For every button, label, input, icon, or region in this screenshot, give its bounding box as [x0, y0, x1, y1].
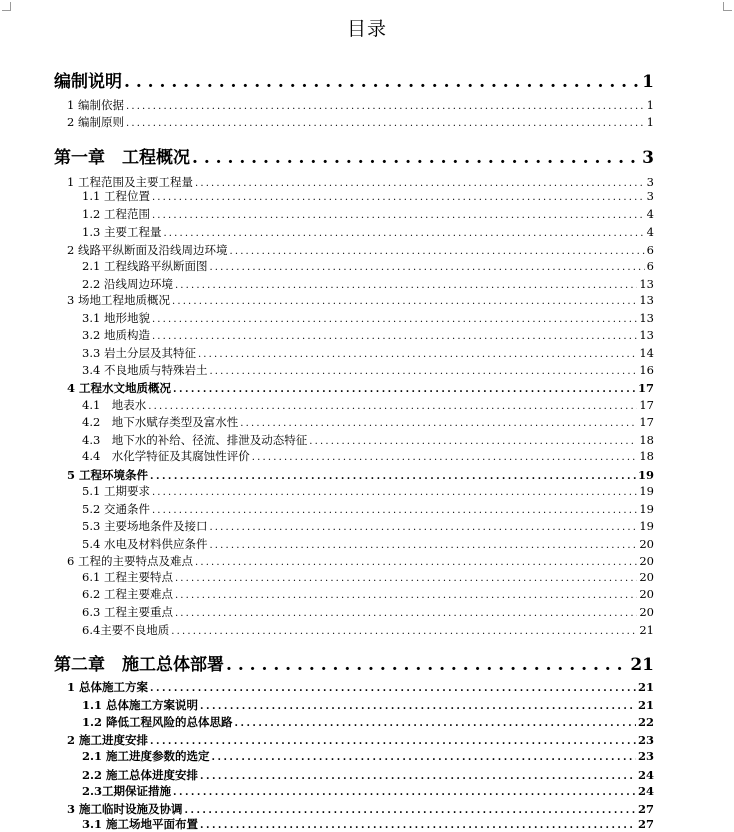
toc-page-number: 3	[646, 189, 654, 203]
toc-leader-dots	[229, 246, 644, 257]
toc-subsection[interactable]	[82, 586, 654, 601]
toc-page-number: 19	[639, 502, 654, 516]
toc-label: 编制说明	[54, 72, 122, 92]
toc-subsection[interactable]	[82, 206, 654, 221]
toc-chapter[interactable]	[54, 67, 654, 92]
toc-page-number: 20	[639, 587, 654, 601]
toc-leader-dots	[172, 296, 637, 307]
toc-subsection[interactable]	[82, 276, 654, 291]
toc-subsection[interactable]	[82, 414, 654, 429]
toc-page-number: 19	[639, 519, 654, 533]
toc-label: 3.3 岩土分层及其特征	[82, 346, 196, 360]
toc-label: 6 工程的主要特点及难点	[67, 554, 193, 568]
toc-subsection[interactable]	[82, 748, 654, 763]
toc-label: 4.2 地下水赋存类型及富水性	[82, 415, 239, 429]
toc-page-number: 27	[637, 802, 654, 816]
toc-subsection[interactable]	[82, 432, 654, 447]
toc-label: 2.1 工程线路平纵断面图	[82, 259, 208, 273]
toc-page-number: 18	[639, 433, 654, 447]
toc-label: 5 工程环境条件	[67, 468, 149, 482]
toc-leader-dots	[152, 314, 637, 325]
toc-page-number: 13	[639, 311, 654, 325]
toc-leader-dots	[209, 522, 637, 533]
toc-page-number: 24	[637, 768, 654, 782]
toc-label: 1.3 主要工程量	[82, 225, 162, 239]
toc-page-number: 17	[639, 398, 654, 412]
toc-chapter[interactable]	[54, 143, 654, 168]
toc-page-number: 17	[637, 381, 654, 395]
toc-page-number: 19	[637, 468, 654, 482]
toc-label: 2 施工进度安排	[67, 733, 149, 747]
toc-label: 4.3 地下水的补给、径流、排泄及动态特征	[82, 433, 308, 447]
toc-section[interactable]	[67, 97, 654, 112]
toc-page-number: 20	[639, 537, 654, 551]
toc-page-number: 18	[639, 449, 654, 463]
toc-page-number: 13	[639, 328, 654, 342]
toc-subsection[interactable]	[82, 518, 654, 533]
toc-page-number: 17	[639, 415, 654, 429]
toc-leader-dots	[173, 787, 636, 798]
toc-leader-dots	[200, 701, 636, 712]
toc-page-number: 22	[637, 715, 654, 729]
toc-leader-dots	[148, 401, 637, 412]
toc-subsection[interactable]	[82, 362, 654, 377]
toc-label: 1 编制依据	[67, 98, 124, 112]
toc-subsection[interactable]	[82, 536, 654, 551]
toc-leader-dots	[124, 72, 640, 92]
toc-label: 1 工程范围及主要工程量	[67, 175, 193, 189]
toc-page-number: 20	[639, 554, 654, 568]
toc-label: 4.1 地表水	[82, 398, 147, 412]
toc-page-number: 20	[639, 605, 654, 619]
toc-page-number: 19	[639, 484, 654, 498]
toc-label: 5.1 工期要求	[82, 484, 150, 498]
toc-leader-dots	[192, 148, 640, 168]
toc-page-number: 27	[637, 817, 654, 831]
toc-label: 第一章 工程概况	[54, 148, 190, 168]
toc-label: 1 总体施工方案	[67, 680, 149, 694]
toc-page-number: 21	[637, 680, 654, 694]
toc-label: 4.4 水化学特征及其腐蚀性评价	[82, 449, 250, 463]
toc-subsection[interactable]	[82, 569, 654, 584]
page-corner-mark-left	[2, 2, 11, 11]
toc-label: 2.3工期保证措施	[82, 784, 172, 798]
toc-leader-dots	[152, 210, 645, 221]
toc-page-number: 1	[646, 115, 654, 129]
toc-label: 6.1 工程主要特点	[82, 570, 173, 584]
toc-page-number: 3	[642, 148, 654, 168]
toc-label: 1.1 总体施工方案说明	[82, 698, 199, 712]
toc-label: 5.2 交通条件	[82, 502, 150, 516]
toc-subsection[interactable]	[82, 697, 654, 712]
toc-page-number: 20	[639, 570, 654, 584]
toc-page-number: 13	[639, 293, 654, 307]
toc-page-number: 24	[637, 784, 654, 798]
toc-subsection[interactable]	[82, 483, 654, 498]
toc-label: 3 场地工程地质概况	[67, 293, 170, 307]
toc-label: 5.4 水电及材料供应条件	[82, 537, 208, 551]
toc-page-number: 14	[639, 346, 654, 360]
toc-section[interactable]	[67, 114, 654, 129]
toc-chapter[interactable]	[54, 650, 654, 675]
toc-leader-dots	[150, 471, 636, 482]
toc-section[interactable]	[67, 242, 654, 257]
toc-page-number: 6	[646, 243, 654, 257]
toc-subsection[interactable]	[82, 327, 654, 342]
toc-label: 2 线路平纵断面及沿线周边环境	[67, 243, 228, 257]
toc-leader-dots	[309, 436, 637, 447]
toc-label: 2.2 施工总体进度安排	[82, 768, 199, 782]
toc-page-number: 23	[637, 733, 654, 747]
toc-leader-dots	[209, 540, 637, 551]
toc-label: 3.4 不良地质与特殊岩土	[82, 363, 208, 377]
toc-page-number: 3	[646, 175, 654, 189]
toc-section[interactable]	[67, 553, 654, 568]
toc-leader-dots	[152, 487, 637, 498]
toc-page-number: 13	[639, 277, 654, 291]
toc-label: 2.1 施工进度参数的选定	[82, 749, 210, 763]
toc-leader-dots	[240, 418, 637, 429]
toc-label: 3.1 地形地貌	[82, 311, 150, 325]
toc-label: 6.4主要不良地质	[82, 623, 170, 637]
toc-section[interactable]	[67, 380, 654, 395]
toc-label: 3.1 施工场地平面布置	[82, 817, 199, 831]
toc-leader-dots	[175, 590, 637, 601]
toc-leader-dots	[185, 805, 636, 816]
toc-subsection[interactable]	[82, 258, 654, 273]
toc-leader-dots	[163, 228, 644, 239]
toc-subsection[interactable]	[82, 783, 654, 798]
toc-leader-dots	[198, 349, 637, 360]
toc-leader-dots	[252, 452, 638, 463]
toc-subsection[interactable]	[82, 188, 654, 203]
toc-subsection[interactable]	[82, 448, 654, 463]
toc-page-number: 21	[630, 655, 654, 675]
page-title: 目录	[346, 18, 387, 40]
toc-leader-dots	[175, 573, 637, 584]
toc-page-number: 1	[646, 98, 654, 112]
toc-section[interactable]	[67, 174, 654, 189]
toc-label: 6.3 工程主要重点	[82, 605, 173, 619]
toc-leader-dots	[212, 752, 636, 763]
toc-subsection[interactable]	[82, 816, 654, 831]
toc-subsection[interactable]	[82, 224, 654, 239]
toc-leader-dots	[126, 118, 645, 129]
toc-leader-dots	[175, 608, 637, 619]
toc-label: 1.1 工程位置	[82, 189, 150, 203]
toc-label: 3 施工临时设施及协调	[67, 802, 183, 816]
toc-subsection[interactable]	[82, 714, 654, 729]
toc-section[interactable]	[67, 679, 654, 694]
toc-leader-dots	[173, 384, 636, 395]
toc-label: 2 编制原则	[67, 115, 124, 129]
toc-subsection[interactable]	[82, 604, 654, 619]
toc-page-number: 4	[646, 207, 654, 221]
toc-page-number: 6	[646, 259, 654, 273]
toc-leader-dots	[209, 262, 644, 273]
toc-subsection[interactable]	[82, 767, 654, 782]
toc-label: 1.2 降低工程风险的总体思路	[82, 715, 233, 729]
toc-page-number: 1	[642, 72, 654, 92]
toc-label: 3.2 地质构造	[82, 328, 150, 342]
toc-leader-dots	[235, 718, 636, 729]
toc-label: 5.3 主要场地条件及接口	[82, 519, 208, 533]
toc-page-number: 4	[646, 225, 654, 239]
toc-page-number: 16	[639, 363, 654, 377]
toc-leader-dots	[171, 626, 637, 637]
toc-section[interactable]	[67, 732, 654, 747]
toc-subsection[interactable]	[82, 622, 654, 637]
toc-leader-dots	[152, 331, 637, 342]
toc-leader-dots	[126, 101, 645, 112]
toc-leader-dots	[152, 505, 637, 516]
toc-page-number: 21	[637, 698, 654, 712]
toc-leader-dots	[175, 280, 637, 291]
toc-label: 第二章 施工总体部署	[54, 655, 224, 675]
toc-leader-dots	[150, 683, 636, 694]
toc-subsection[interactable]	[82, 397, 654, 412]
page-corner-mark-right	[723, 2, 732, 11]
toc-subsection[interactable]	[82, 501, 654, 516]
toc-label: 4 工程水文地质概况	[67, 381, 172, 395]
toc-subsection[interactable]	[82, 310, 654, 325]
toc-label: 1.2 工程范围	[82, 207, 150, 221]
toc-section[interactable]	[67, 292, 654, 307]
toc-section[interactable]	[67, 801, 654, 816]
toc-leader-dots	[150, 736, 636, 747]
toc-leader-dots	[152, 192, 645, 203]
toc-subsection[interactable]	[82, 345, 654, 360]
toc-leader-dots	[195, 557, 637, 568]
toc-page-number: 23	[637, 749, 654, 763]
toc-section[interactable]	[67, 467, 654, 482]
toc-leader-dots	[209, 366, 637, 377]
toc-page-number: 21	[639, 623, 654, 637]
toc-leader-dots	[226, 655, 628, 675]
toc-label: 6.2 工程主要难点	[82, 587, 173, 601]
toc-leader-dots	[200, 771, 636, 782]
toc-label: 2.2 沿线周边环境	[82, 277, 173, 291]
